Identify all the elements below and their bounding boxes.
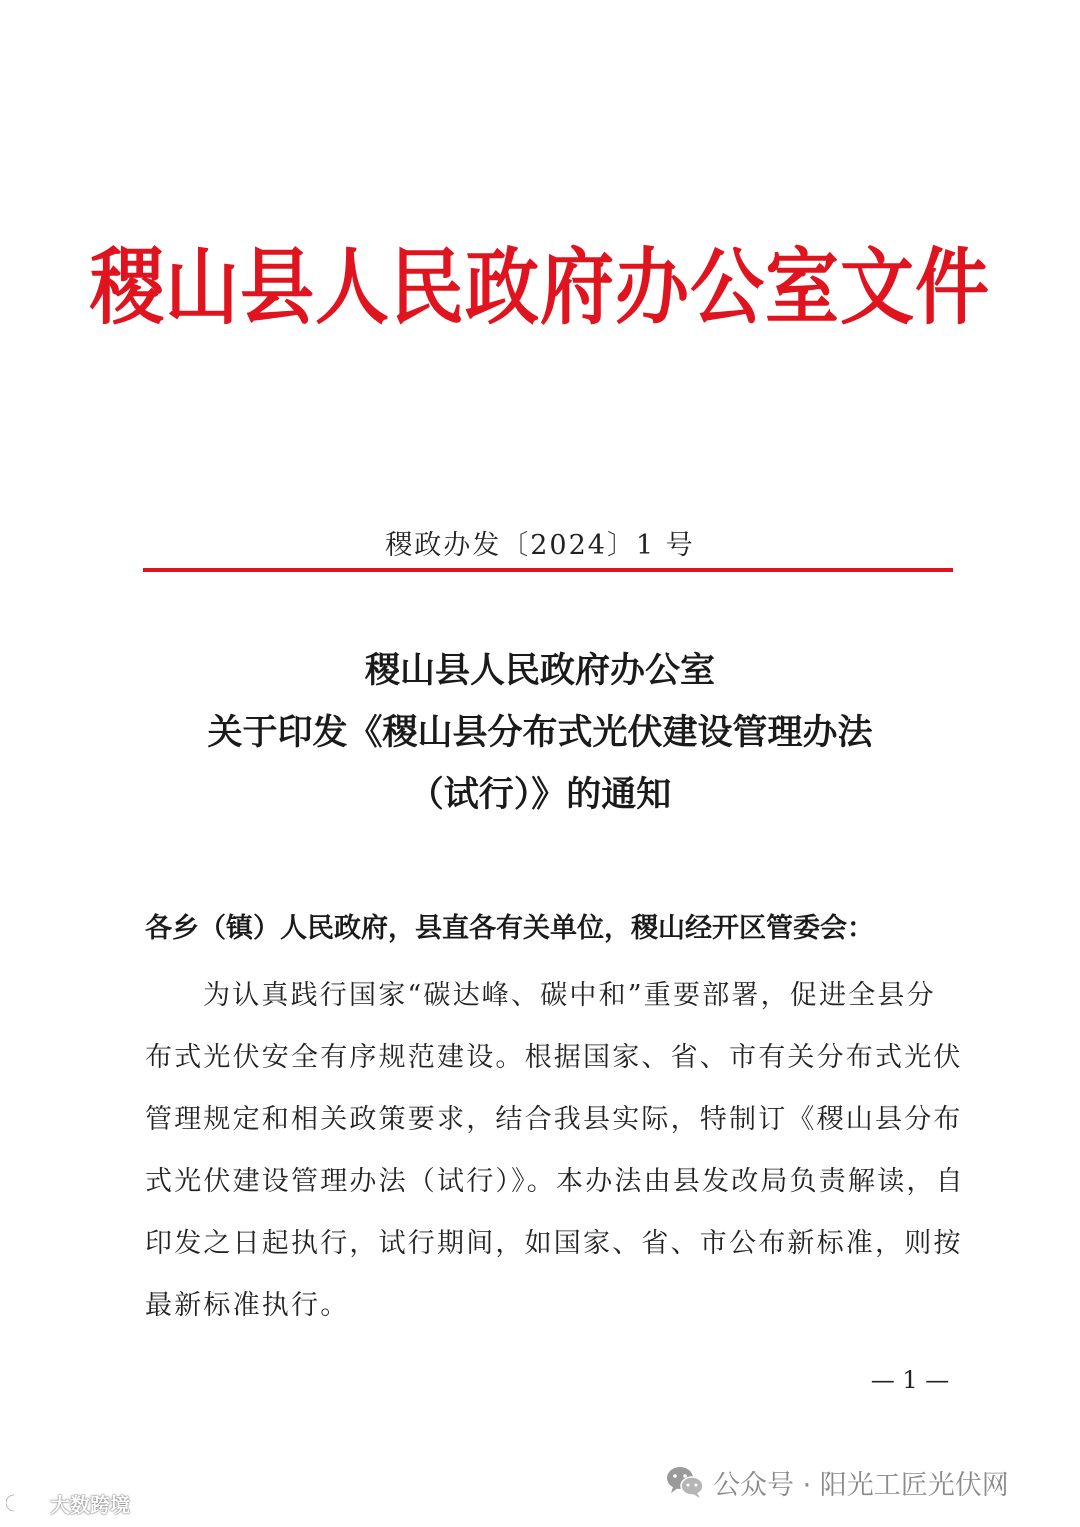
corner-watermark xyxy=(6,1488,130,1518)
wechat-icon xyxy=(665,1465,705,1499)
body-line-1: 为认真践行国家“碳达峰、碳中和”重要部署，促进全县分 xyxy=(203,980,936,1011)
title-line-3: （试行）》的通知 xyxy=(408,775,672,815)
red-divider-line xyxy=(143,568,953,572)
body-line-2: 布式光伏安全有序规范建设。根据国家、省、市有关分布式光伏 xyxy=(145,1042,963,1073)
title-line-2: 关于印发《稷山县分布式光伏建设管理办法 xyxy=(207,713,873,753)
body-paragraph xyxy=(145,965,965,1337)
logo-icon xyxy=(6,1491,46,1515)
document-number: 稷政办发〔2024〕1 号 xyxy=(385,530,695,561)
document-title xyxy=(0,640,1080,826)
watermark-right-label: 公众号 · 阳光工匠光伏网 xyxy=(713,1469,1009,1501)
body-line-5: 印发之日起执行，试行期间，如国家、省、市公布新标准，则按 xyxy=(145,1228,963,1259)
page-number: — 1 — xyxy=(870,1366,950,1394)
body-line-3: 管理规定和相关政策要求，结合我县实际，特制订《稷山县分布 xyxy=(145,1104,963,1135)
watermark-left-label: 大数跨境 xyxy=(50,1492,130,1517)
wechat-account-watermark xyxy=(665,1460,1009,1504)
title-line-1: 稷山县人民政府办公室 xyxy=(364,651,715,691)
body-line-6: 最新标准执行。 xyxy=(145,1290,350,1321)
document-masthead: 稷山县人民政府办公室文件 xyxy=(90,239,990,337)
salutation: 各乡（镇）人民政府，县直各有关单位，稷山经开区管委会： xyxy=(145,913,874,944)
body-line-4: 式光伏建设管理办法（试行）》。本办法由县发改局负责解读，自 xyxy=(145,1166,965,1197)
